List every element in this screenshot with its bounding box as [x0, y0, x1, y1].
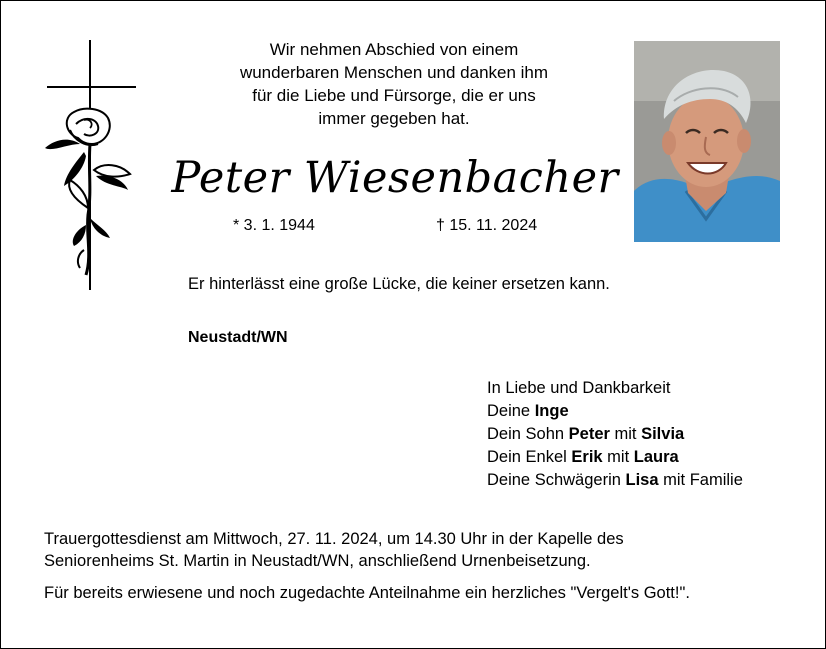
- intro-line: wunderbaren Menschen und danken ihm: [239, 63, 549, 82]
- service-info: [44, 528, 624, 572]
- family-text: mit: [602, 448, 634, 466]
- family-member-name: Inge: [534, 402, 569, 420]
- family-text: mit Familie: [658, 471, 743, 489]
- thanks-text: Für bereits erwiesene und noch zugedachte Anteilnahme ein herzliches "Vergelt's Gott!".: [44, 584, 690, 602]
- family-member-name: Laura: [633, 448, 679, 466]
- family-text: mit: [609, 425, 642, 443]
- service-line: Seniorenheims St. Martin in Neustadt/WN, anschließend Urnenbeisetzung.: [44, 552, 591, 570]
- family-member-name: Peter: [568, 425, 610, 443]
- family-member-name: Erik: [571, 448, 603, 466]
- family-signature: [487, 377, 743, 492]
- intro-line: Wir nehmen Abschied von einem: [269, 40, 519, 59]
- family-line: [487, 377, 743, 400]
- quote-text: Er hinterlässt eine große Lücke, die keiner ersetzen kann.: [188, 275, 610, 293]
- family-line: [487, 423, 743, 446]
- family-member-name: Lisa: [625, 471, 659, 489]
- intro-text: [200, 38, 588, 130]
- place-name: Neustadt/WN: [188, 329, 288, 346]
- cross-with-rose-icon: [40, 40, 140, 292]
- family-line: [487, 446, 743, 469]
- intro-line: immer gegeben hat.: [318, 109, 470, 128]
- family-text: Dein Sohn: [487, 425, 569, 443]
- deceased-name: Peter Wiesenbacher: [171, 153, 619, 203]
- family-text: Dein Enkel: [487, 448, 572, 466]
- intro-line: für die Liebe und Fürsorge, die er uns: [252, 86, 536, 105]
- family-text: Deine: [487, 402, 535, 420]
- family-line: [487, 400, 743, 423]
- death-date: † 15. 11. 2024: [436, 217, 538, 234]
- family-text: Deine Schwägerin: [487, 471, 626, 489]
- service-line: Trauergottesdienst am Mittwoch, 27. 11. 2024, um 14.30 Uhr in der Kapelle des: [44, 530, 624, 548]
- birth-date: * 3. 1. 1944: [233, 217, 315, 234]
- family-member-name: Silvia: [641, 425, 685, 443]
- family-text: In Liebe und Dankbarkeit: [487, 379, 671, 397]
- portrait-photo: [634, 41, 780, 242]
- family-line: [487, 469, 743, 492]
